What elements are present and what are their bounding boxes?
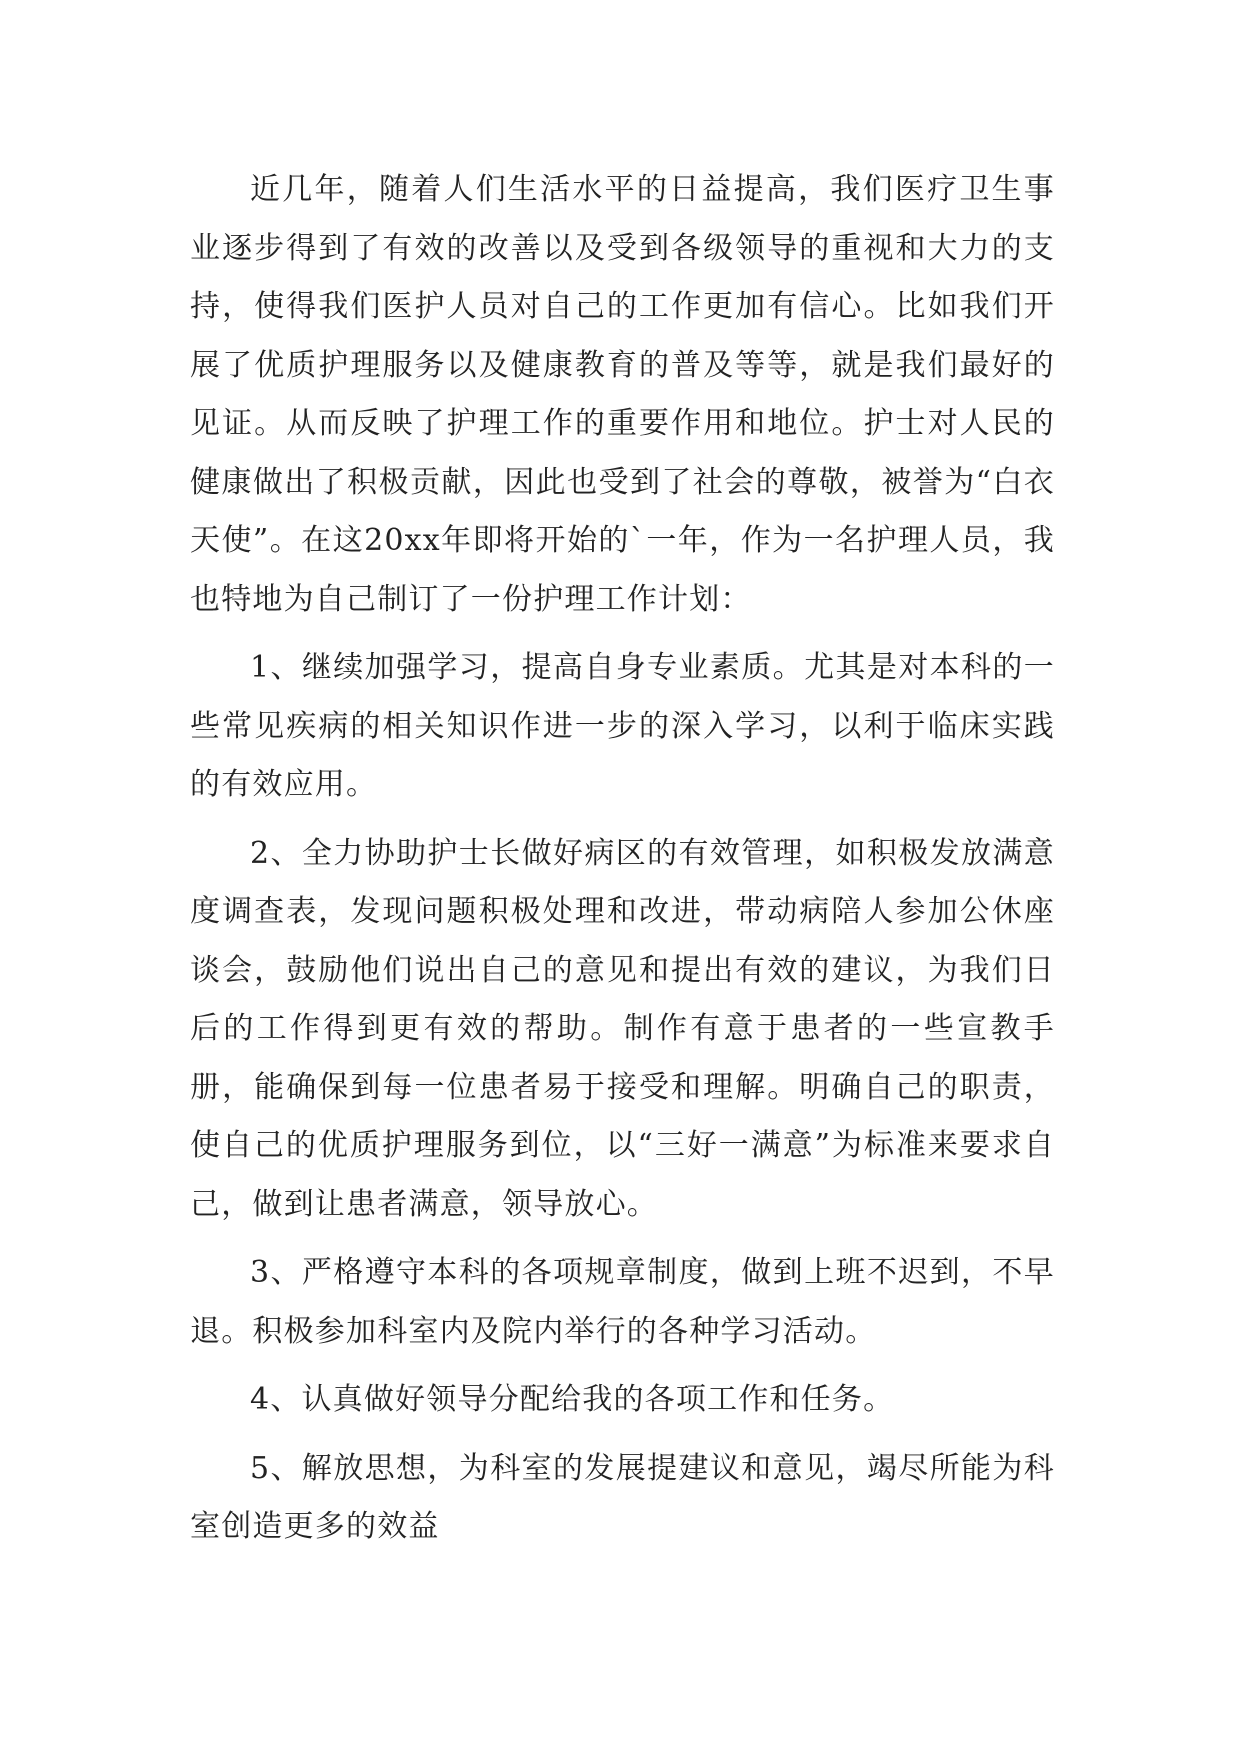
plan-item-1-paragraph: 1、继续加强学习，提高自身专业素质。尤其是对本科的一些常见疾病的相关知识作进一步的深入学习，以利于临床实践的有效应用。 xyxy=(190,650,1055,802)
plan-item-4-paragraph: 4、认真做好领导分配给我的各项工作和任务。 xyxy=(250,1382,895,1417)
plan-item-5-paragraph: 5、解放思想，为科室的发展提建议和意见，竭尽所能为科室创造更多的效益 xyxy=(190,1450,1055,1544)
plan-item-3-paragraph: 3、严格遵守本科的各项规章制度，做到上班不迟到，不早退。积极参加科室内及院内举行的各种学习活动。 xyxy=(190,1255,1055,1349)
document-body xyxy=(190,161,1055,1567)
intro-paragraph: 近几年，随着人们生活水平的日益提高，我们医疗卫生事业逐步得到了有效的改善以及受到各级领导的重视和大力的支持，使得我们医护人员对自己的工作更加有信心。比如我们开展了优质护理服务以及健康教育的普及等等，就是我们最好的见证。从而反映了护理工作的重要作用和地位。护士对人民的健康做出了积极贡献，因此也受到了社会的尊敬，被誉为“白衣天使”。在这20xx年即将开始的`一年，作为一名护理人员，我也特地为自己制订了一份护理工作计划： xyxy=(190,172,1055,617)
plan-item-2-paragraph: 2、全力协助护士长做好病区的有效管理，如积极发放满意度调查表，发现问题积极处理和改进，带动病陪人参加公休座谈会，鼓励他们说出自己的意见和提出有效的建议，为我们日后的工作得到更有效的帮助。制作有意于患者的一些宣教手册，能确保到每一位患者易于接受和理解。明确自己的职责，使自己的优质护理服务到位，以“三好一满意”为标准来要求自己，做到让患者满意，领导放心。 xyxy=(190,835,1055,1222)
